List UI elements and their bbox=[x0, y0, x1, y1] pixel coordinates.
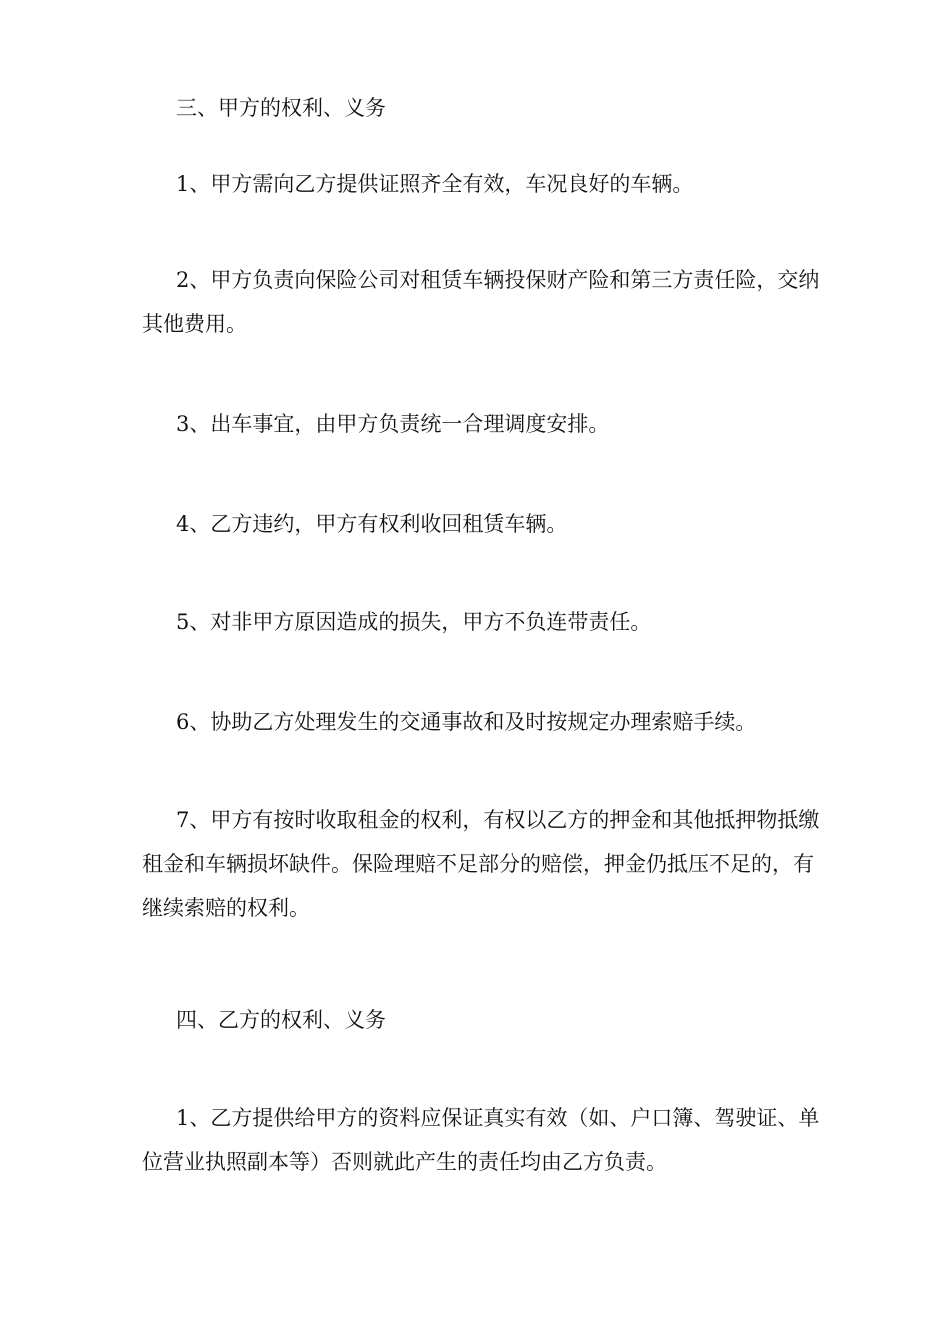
clause-a-7: 7、甲方有按时收取租金的权利，有权以乙方的押金和其他抵押物抵缴租金和车辆损坏缺件。保险理赔不足部分的赔偿，押金仍抵压不足的，有继续索赔的权利。 bbox=[142, 808, 820, 920]
clause-a-4: 4、乙方违约，甲方有权利收回租赁车辆。 bbox=[176, 512, 568, 536]
clause-a-3: 3、出车事宜，由甲方负责统一合理调度安排。 bbox=[176, 412, 610, 436]
clause-b-1: 1、乙方提供给甲方的资料应保证真实有效（如、户口簿、驾驶证、单位营业执照副本等）否则就此产生的责任均由乙方负责。 bbox=[142, 1106, 820, 1174]
section-heading-party-a: 三、甲方的权利、义务 bbox=[176, 96, 386, 120]
clause-a-5: 5、对非甲方原因造成的损失，甲方不负连带责任。 bbox=[176, 610, 652, 634]
clause-a-1: 1、甲方需向乙方提供证照齐全有效，车况良好的车辆。 bbox=[176, 172, 694, 196]
section-heading-party-b: 四、乙方的权利、义务 bbox=[176, 1008, 386, 1032]
clause-a-2: 2、甲方负责向保险公司对租赁车辆投保财产险和第三方责任险，交纳其他费用。 bbox=[142, 268, 820, 336]
clause-a-6: 6、协助乙方处理发生的交通事故和及时按规定办理索赔手续。 bbox=[176, 710, 757, 734]
